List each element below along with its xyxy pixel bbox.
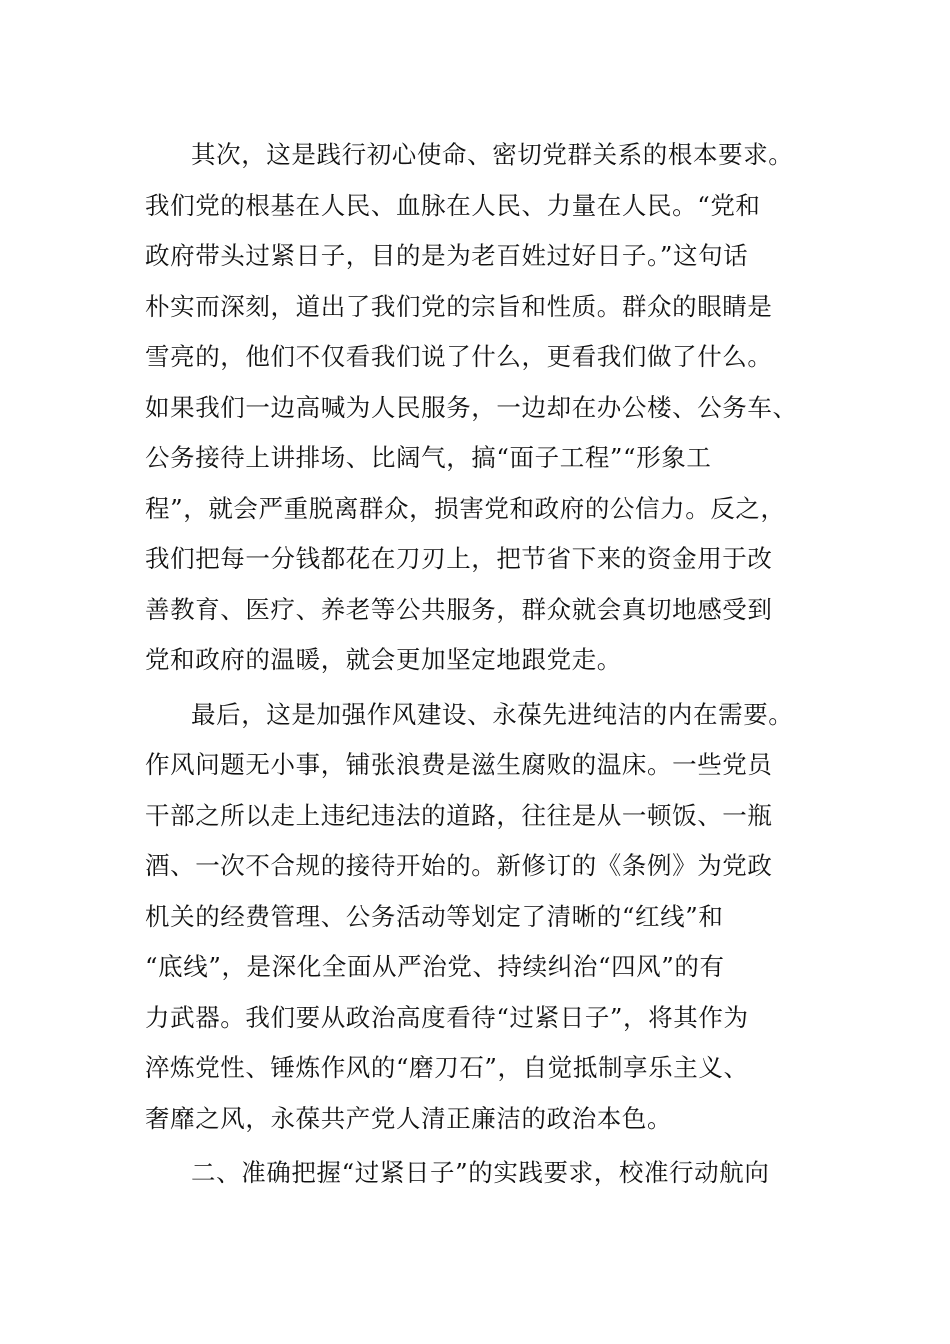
text-line: 干部之所以走上违纪违法的道路，往往是从一顿饭、一瓶 <box>145 800 773 830</box>
text-line: 酒、一次不合规的接待开始的。新修订的《条例》为党政 <box>145 851 773 880</box>
text-line: 其次，这是践行初心使命、密切党群关系的根本要求。 <box>191 140 794 169</box>
text-line: 我们把每一分钱都花在刀刃上，把节省下来的资金用于改 <box>145 544 773 573</box>
text-line: 公务接待上讲排场、比阔气，搞“面子工程”“形象工 <box>145 443 712 472</box>
text-line: 力武器。我们要从政治高度看待“过紧日子”，将其作为 <box>145 1002 749 1032</box>
text-line: 我们党的根基在人民、血脉在人民、力量在人民。“党和 <box>145 190 761 220</box>
text-line: 奢靡之风，永葆共产党人清正廉洁的政治本色。 <box>145 1103 673 1133</box>
section-heading-text: 二、准确把握“过紧日子”的实践要求，校准行动航向 <box>191 1158 770 1187</box>
document-body <box>145 130 807 1199</box>
text-line: 雪亮的，他们不仅看我们说了什么，更看我们做了什么。 <box>145 342 773 371</box>
paragraph-final-point <box>145 690 807 1145</box>
section-heading <box>145 1148 807 1199</box>
text-line: 机关的经费管理、公务活动等划定了清晰的“红线”和 <box>145 901 724 931</box>
text-line: 政府带头过紧日子，目的是为老百姓过好日子。”这句话 <box>145 241 749 270</box>
text-line: 朴实而深刻，道出了我们党的宗旨和性质。群众的眼睛是 <box>145 291 773 321</box>
text-line: 淬炼党性、锤炼作风的“磨刀石”，自觉抵制享乐主义、 <box>145 1053 749 1082</box>
text-line: 程”，就会严重脱离群众，损害党和政府的公信力。反之， <box>145 493 786 523</box>
text-line: 善教育、医疗、养老等公共服务，群众就会真切地感受到 <box>145 594 773 624</box>
text-line: “底线”，是深化全面从严治党、持续纠治“四风”的有 <box>145 952 725 981</box>
text-line: 最后，这是加强作风建设、永葆先进纯洁的内在需要。 <box>191 699 794 729</box>
text-line: 作风问题无小事，铺张浪费是滋生腐败的温床。一些党员 <box>145 750 773 779</box>
text-line: 如果我们一边高喊为人民服务，一边却在办公楼、公务车、 <box>145 392 798 422</box>
text-line: 党和政府的温暖，就会更加坚定地跟党走。 <box>145 645 622 674</box>
paragraph-second-point <box>145 130 807 686</box>
